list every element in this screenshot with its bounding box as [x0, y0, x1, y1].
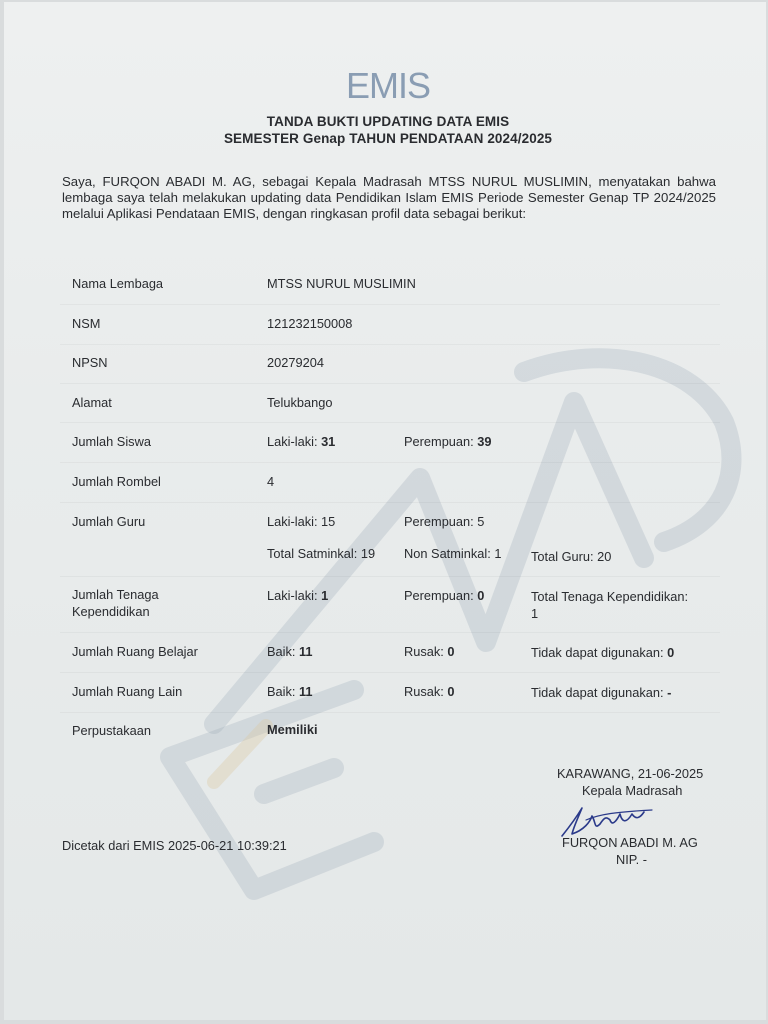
row-nsm — [60, 306, 720, 345]
row-value: 121232150008 — [267, 316, 353, 331]
place-date: KARAWANG, 21-06-2025 — [557, 766, 704, 781]
tidak-value: - — [667, 685, 672, 700]
row-value: Memiliki — [267, 722, 318, 737]
ruang-belajar-tidak-dapat-digunakan — [531, 645, 674, 660]
row-label: Jumlah Siswa — [72, 434, 151, 449]
total-value: 1 — [531, 606, 539, 621]
rusak-value: 0 — [447, 684, 455, 699]
guru-laki-laki: Laki-laki: 15 — [267, 514, 336, 529]
baik-label: Baik: — [267, 644, 296, 659]
guru-non-satminkal: Non Satminkal: 1 — [404, 546, 502, 561]
baik-value: 11 — [299, 684, 313, 699]
row-perpustakaan — [60, 713, 720, 751]
siswa-laki-laki — [267, 434, 335, 449]
row-label: NPSN — [72, 355, 108, 370]
row-label: Alamat — [72, 395, 112, 410]
laki-laki-label: Laki-laki: — [267, 434, 318, 449]
ruang-lain-tidak-dapat-digunakan — [531, 685, 671, 700]
row-label-line2: Kependidikan — [72, 604, 150, 619]
printed-timestamp: Dicetak dari EMIS 2025-06-21 10:39:21 — [62, 838, 287, 853]
row-label: Jumlah Rombel — [72, 474, 161, 489]
tidak-label: Tidak dapat digunakan: — [531, 645, 664, 660]
document-sheet — [4, 2, 766, 1020]
row-value: 20279204 — [267, 355, 324, 370]
tenaga-laki-laki — [267, 588, 328, 603]
guru-perempuan: Perempuan: 5 — [404, 514, 485, 529]
row-label: NSM — [72, 316, 101, 331]
rusak-label: Rusak: — [404, 644, 444, 659]
row-jumlah-rombel — [60, 464, 720, 503]
row-label: Jumlah Guru — [72, 514, 146, 529]
row-npsn — [60, 345, 720, 384]
row-nama-lembaga — [60, 266, 720, 305]
row-value: 4 — [267, 474, 275, 489]
perempuan-label: Perempuan: — [404, 588, 474, 603]
laki-laki-label: Laki-laki: — [267, 588, 318, 603]
ruang-belajar-baik — [267, 644, 313, 659]
rusak-value: 0 — [447, 644, 455, 659]
ruang-lain-baik — [267, 684, 313, 699]
baik-label: Baik: — [267, 684, 296, 699]
row-label: Nama Lembaga — [72, 276, 164, 291]
emis-logo-text: EMIS — [345, 66, 431, 104]
document-title: TANDA BUKTI UPDATING DATA EMIS — [266, 114, 510, 129]
tenaga-total — [531, 588, 716, 622]
row-alamat — [60, 384, 720, 423]
row-label — [72, 586, 159, 620]
ruang-lain-rusak — [404, 684, 455, 699]
row-jumlah-tenaga-kependidikan — [60, 578, 720, 633]
signatory-name: FURQON ABADI M. AG — [562, 835, 698, 850]
guru-total: Total Guru: 20 — [531, 549, 612, 564]
intro-paragraph: Saya, FURQON ABADI M. AG, sebagai Kepala Madrasah MTSS NURUL MUSLIMIN, menyatakan bahwa lembaga saya telah melakukan updating data Pendidikan Islam EMIS Periode Semester Genap TP 2024/2025 melalui Aplikasi Pendataan EMIS, dengan ringkasan profil data sebagai berikut: — [62, 174, 716, 221]
laki-laki-value: 1 — [321, 588, 329, 603]
siswa-perempuan — [404, 434, 492, 449]
guru-total-satminkal: Total Satminkal: 19 — [267, 546, 376, 561]
perempuan-value: 39 — [477, 434, 492, 449]
row-label: Jumlah Ruang Lain — [72, 684, 183, 699]
tidak-value: 0 — [667, 645, 675, 660]
row-value: MTSS NURUL MUSLIMIN — [267, 276, 416, 291]
row-jumlah-ruang-lain — [60, 674, 720, 713]
laki-laki-value: 31 — [321, 434, 336, 449]
row-jumlah-ruang-belajar — [60, 634, 720, 673]
perempuan-label: Perempuan: — [404, 434, 474, 449]
rusak-label: Rusak: — [404, 684, 444, 699]
ruang-belajar-rusak — [404, 644, 455, 659]
perempuan-value: 0 — [477, 588, 485, 603]
row-jumlah-guru — [60, 504, 720, 577]
total-label: Total Tenaga Kependidikan: — [531, 589, 689, 604]
emis-logo-icon — [340, 66, 436, 104]
signatory-role: Kepala Madrasah — [582, 783, 683, 798]
row-label: Jumlah Ruang Belajar — [72, 644, 198, 659]
row-label-line1: Jumlah Tenaga — [72, 587, 159, 602]
signatory-nip: NIP. - — [616, 852, 648, 867]
row-jumlah-siswa — [60, 424, 720, 463]
tenaga-perempuan — [404, 588, 484, 603]
tidak-label: Tidak dapat digunakan: — [531, 685, 664, 700]
baik-value: 11 — [299, 644, 313, 659]
row-label: Perpustakaan — [72, 723, 151, 738]
row-value: Telukbango — [267, 395, 333, 410]
document-subtitle: SEMESTER Genap TAHUN PENDATAAN 2024/2025 — [223, 131, 553, 146]
